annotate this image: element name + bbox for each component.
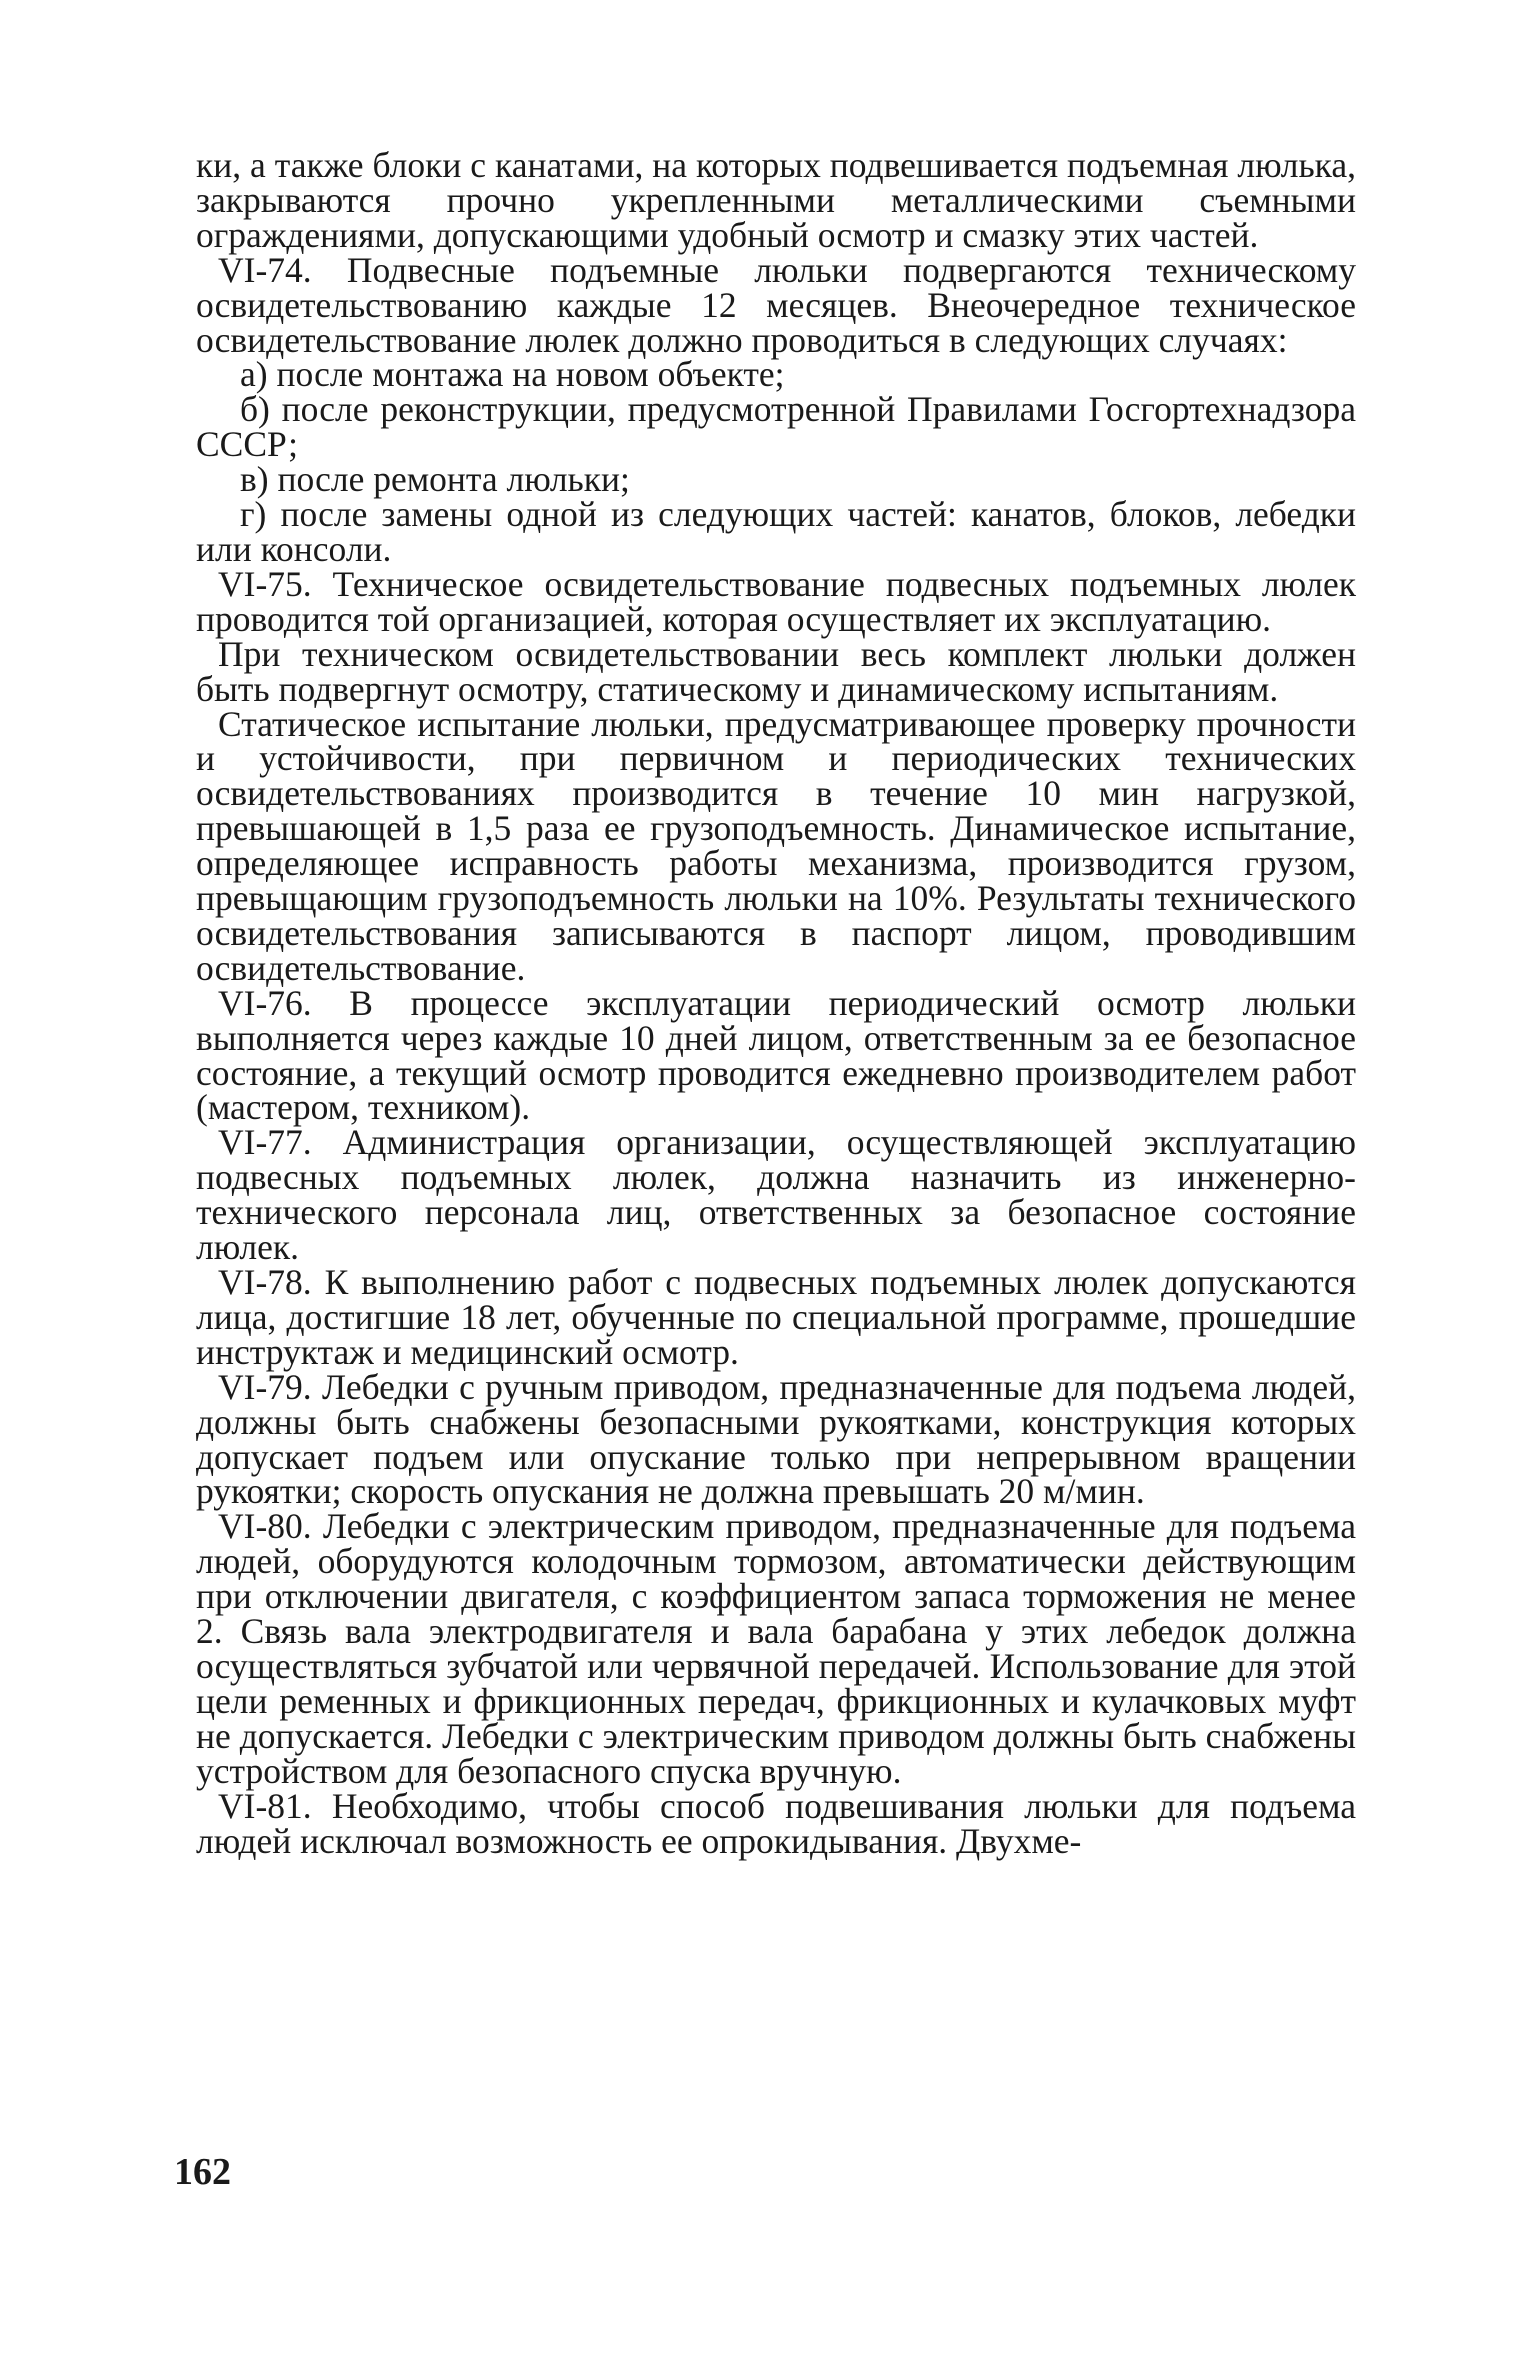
paragraph-vi-76: VI-76. В процессе эксплуатации периодический осмотр люльки выполняется через каждые 10 дней лицом, ответственным за ее безопасное состояние, а текущий осмотр проводится ежедневно производителем работ (мастером, техником). — [196, 982, 1356, 1128]
paragraph-inspection-scope: При техническом освидетельствовании весь комплект люльки должен быть подвергнут осмотру, статическому и динамическому испытаниям. — [196, 633, 1356, 709]
paragraph-static-test: Статическое испытание люльки, предусматривающее проверку прочности и устойчивости, при первичном и периодических технических освидетельствованиях производится в течение 10 мин нагрузкой, превышающей в 1,5 раза ее грузоподъемность. Динамическое испытание, определяющее исправность работы механизма, производится грузом, превыщающим грузоподъемность люльки на 10%. Результаты технического освидетельствования записываются в паспорт лицом, проводившим освидетельствование. — [196, 703, 1356, 988]
paragraph-vi-74: VI-74. Подвесные подъемные люльки подвергаются техническому освидетельствованию каждые 12 месяцев. Внеочередное техническое освидетельствование люлек должно проводиться в следующих случаях: — [196, 249, 1356, 360]
page-number: 162 — [174, 2151, 231, 2193]
paragraph-vi-80: VI-80. Лебедки с электрическим приводом, предназначенные для подъема людей, оборудуются колодочным тормозом, автоматически действующим при отключении двигателя, с коэффициентом запаса торможения не менее 2. Связь вала электродвигателя и вала барабана у этих лебедок должна осуществляться зубчатой или червячной передачей. Использование для этой цели ременных и фрикционных передач, фрикционных и кулачковых муфт не допускается. Лебедки с электрическим приводом должны быть снабжены устройством для безопасного спуска вручную. — [196, 1506, 1356, 1791]
list-item-g: г) после замены одной из следующих частей: канатов, блоков, лебедки или консоли. — [196, 494, 1356, 569]
paragraph-vi-78: VI-78. К выполнению работ с подвесных подъемных люлек допускаются лица, достигшие 18 лет, обученные по специальной программе, прошедшие инструктаж и медицинский осмотр. — [196, 1262, 1356, 1372]
paragraph-vi-81: VI-81. Необходимо, чтобы способ подвешивания люльки для подъема людей исключал возможность ее опрокидывания. Двухме- — [196, 1785, 1356, 1861]
list-item-v: в) после ремонта люльки; — [240, 459, 630, 500]
paragraph-vi-77: VI-77. Администрация организации, осуществляющей эксплуатацию подвесных подъемных люлек, должна назначить из инженерно-технического персонала лиц, ответственных за безопасное состояние люлек. — [196, 1122, 1356, 1268]
paragraph-continuation: ки, а также блоки с канатами, на которых подвешивается подъемная люлька, закрываются прочно укрепленными металлическими съемными ограждениями, допускающими удобный осмотр и смазку этих частей. — [196, 145, 1356, 255]
page-body — [196, 145, 1356, 1861]
paragraph-vi-75: VI-75. Техническое освидетельствование подвесных подъемных люлек проводится той организацией, которая осуществляет их эксплуатацию. — [196, 563, 1356, 639]
list-item-a: а) после монтажа на новом объекте; — [240, 354, 785, 395]
list-item-b: б) после реконструкции, предусмотренной Правилами Госгортехнадзора СССР; — [196, 389, 1356, 465]
paragraph-vi-79: VI-79. Лебедки с ручным приводом, предназначенные для подъема людей, должны быть снабжены безопасными рукоятками, конструкция которых допускает подъем или опускание только при непрерывном вращении рукоятки; скорость опускания не должна превышать 20 м/мин. — [196, 1366, 1356, 1512]
